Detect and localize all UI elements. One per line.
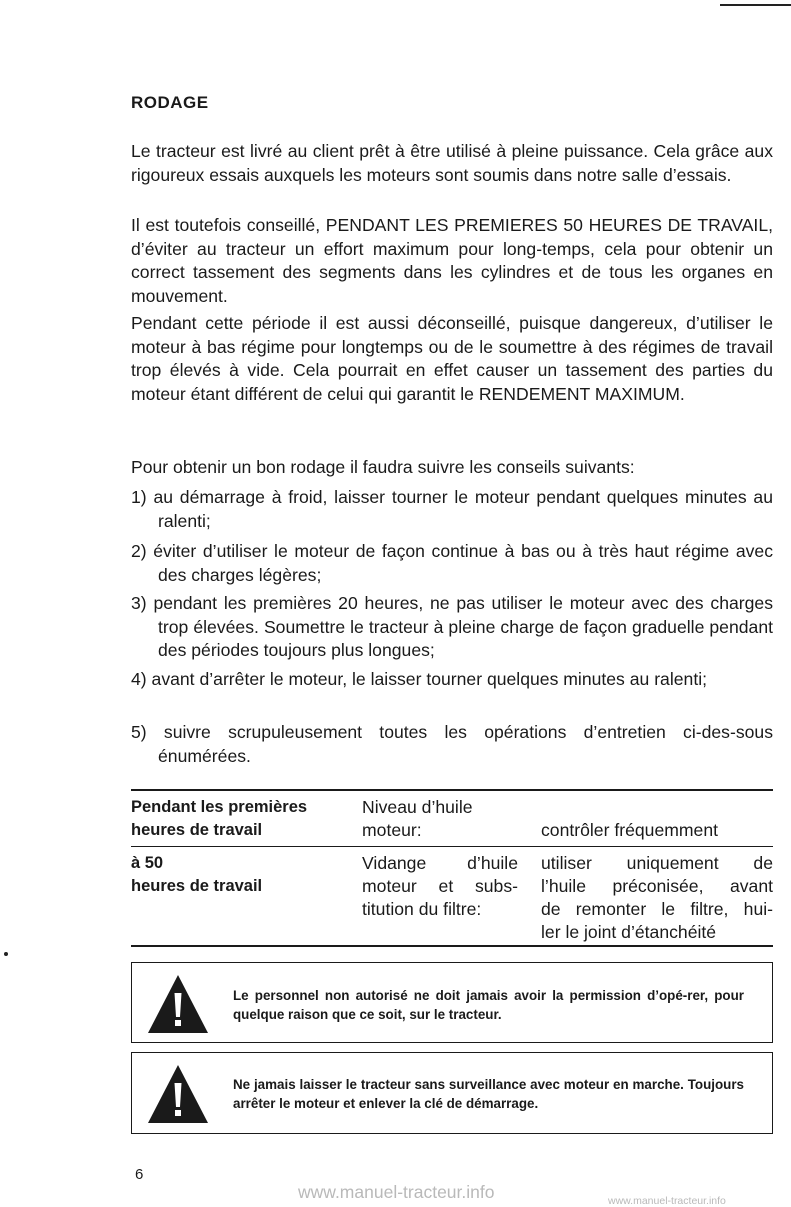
list-intro: Pour obtenir un bon rodage il faudra suivre les conseils suivants: xyxy=(131,457,635,477)
table-cell-operation: moteur: xyxy=(362,820,422,840)
table-bottom-rule xyxy=(131,945,773,947)
watermark-small: www.manuel-tracteur.info xyxy=(608,1195,726,1207)
warning-triangle-icon xyxy=(147,1063,209,1125)
margin-dot xyxy=(4,952,8,956)
table-cell-period-label: heures de travail xyxy=(131,877,263,895)
list-item-4: 4) avant d’arrêter le moteur, le laisser tourner quelques minutes au ralenti; xyxy=(131,669,708,689)
table-cell-period-label: heures de travail xyxy=(131,821,263,839)
table-row-divider xyxy=(131,846,773,847)
page-number: 6 xyxy=(135,1166,144,1183)
warning-triangle-icon xyxy=(147,973,209,1035)
top-corner-rule xyxy=(720,4,791,6)
table-cell-period-label: à 50 xyxy=(131,854,164,872)
table-cell-operation: Vidange d’huile xyxy=(362,853,518,873)
paragraph-2: Il est toutefois conseillé, PENDANT LES PREMIERES 50 HEURES DE TRAVAIL, d’éviter au tracteur un effort maximum pour long-temps, cela pour obtenir un correct tassement des segments dans les cylindres et de tous les organes en mouvement. xyxy=(131,215,773,306)
table-cell-operation: titution du filtre: xyxy=(362,899,482,919)
table-cell-period-label: Pendant les premières xyxy=(131,798,308,816)
warning-box xyxy=(131,962,773,1043)
list-item-2: 2) éviter d’utiliser le moteur de façon continue à bas ou à très haut régime avec des charges légères; xyxy=(131,541,773,585)
warning-box xyxy=(131,1052,773,1134)
warning-text: Le personnel non autorisé ne doit jamais avoir la permission d’opé-rer, pour quelque raison que ce soit, sur le tracteur. xyxy=(233,988,744,1022)
table-cell-instruction: utiliser uniquement de xyxy=(541,853,773,873)
list-item-5: 5) suivre scrupuleusement toutes les opérations d’entretien ci-des-sous énumérées. xyxy=(131,722,773,766)
table-cell-instruction: contrôler fréquemment xyxy=(541,820,718,840)
table-cell-instruction: l’huile préconisée, avant xyxy=(541,876,773,896)
table-cell-operation: Niveau d’huile xyxy=(362,797,473,817)
list-item-3: 3) pendant les premières 20 heures, ne pas utiliser le moteur avec des charges trop élevées. Soumettre le tracteur à pleine charge de façon graduelle pendant des périodes toujours plus longues; xyxy=(131,593,773,660)
table-cell-operation: moteur et subs- xyxy=(362,876,518,896)
paragraph-1: Le tracteur est livré au client prêt à être utilisé à pleine puissance. Cela grâce aux rigoureux essais auxquels les moteurs sont soumis dans notre salle d’essais. xyxy=(131,141,773,185)
paragraph-3: Pendant cette période il est aussi déconseillé, puisque dangereux, d’utiliser le moteur à bas régime pour longtemps ou de le soumettre à des régimes de travail trop élevés à vide. Cela pourrait en effet causer un tassement des parties du moteur étant différent de celui qui garantit le RENDEMENT MAXIMUM. xyxy=(131,313,773,404)
table-cell-instruction: ler le joint d’étanchéité xyxy=(541,922,717,942)
watermark: www.manuel-tracteur.info xyxy=(298,1182,495,1202)
section-heading: RODAGE xyxy=(131,93,209,112)
warning-text: Ne jamais laisser le tracteur sans surveillance avec moteur en marche. Toujours arrêter le moteur et enlever la clé de démarrage. xyxy=(233,1077,744,1111)
list-item-1: 1) au démarrage à froid, laisser tourner le moteur pendant quelques minutes au ralenti; xyxy=(131,487,773,531)
table-top-rule xyxy=(131,789,773,791)
table-cell-instruction: de remonter le filtre, hui- xyxy=(541,899,773,919)
